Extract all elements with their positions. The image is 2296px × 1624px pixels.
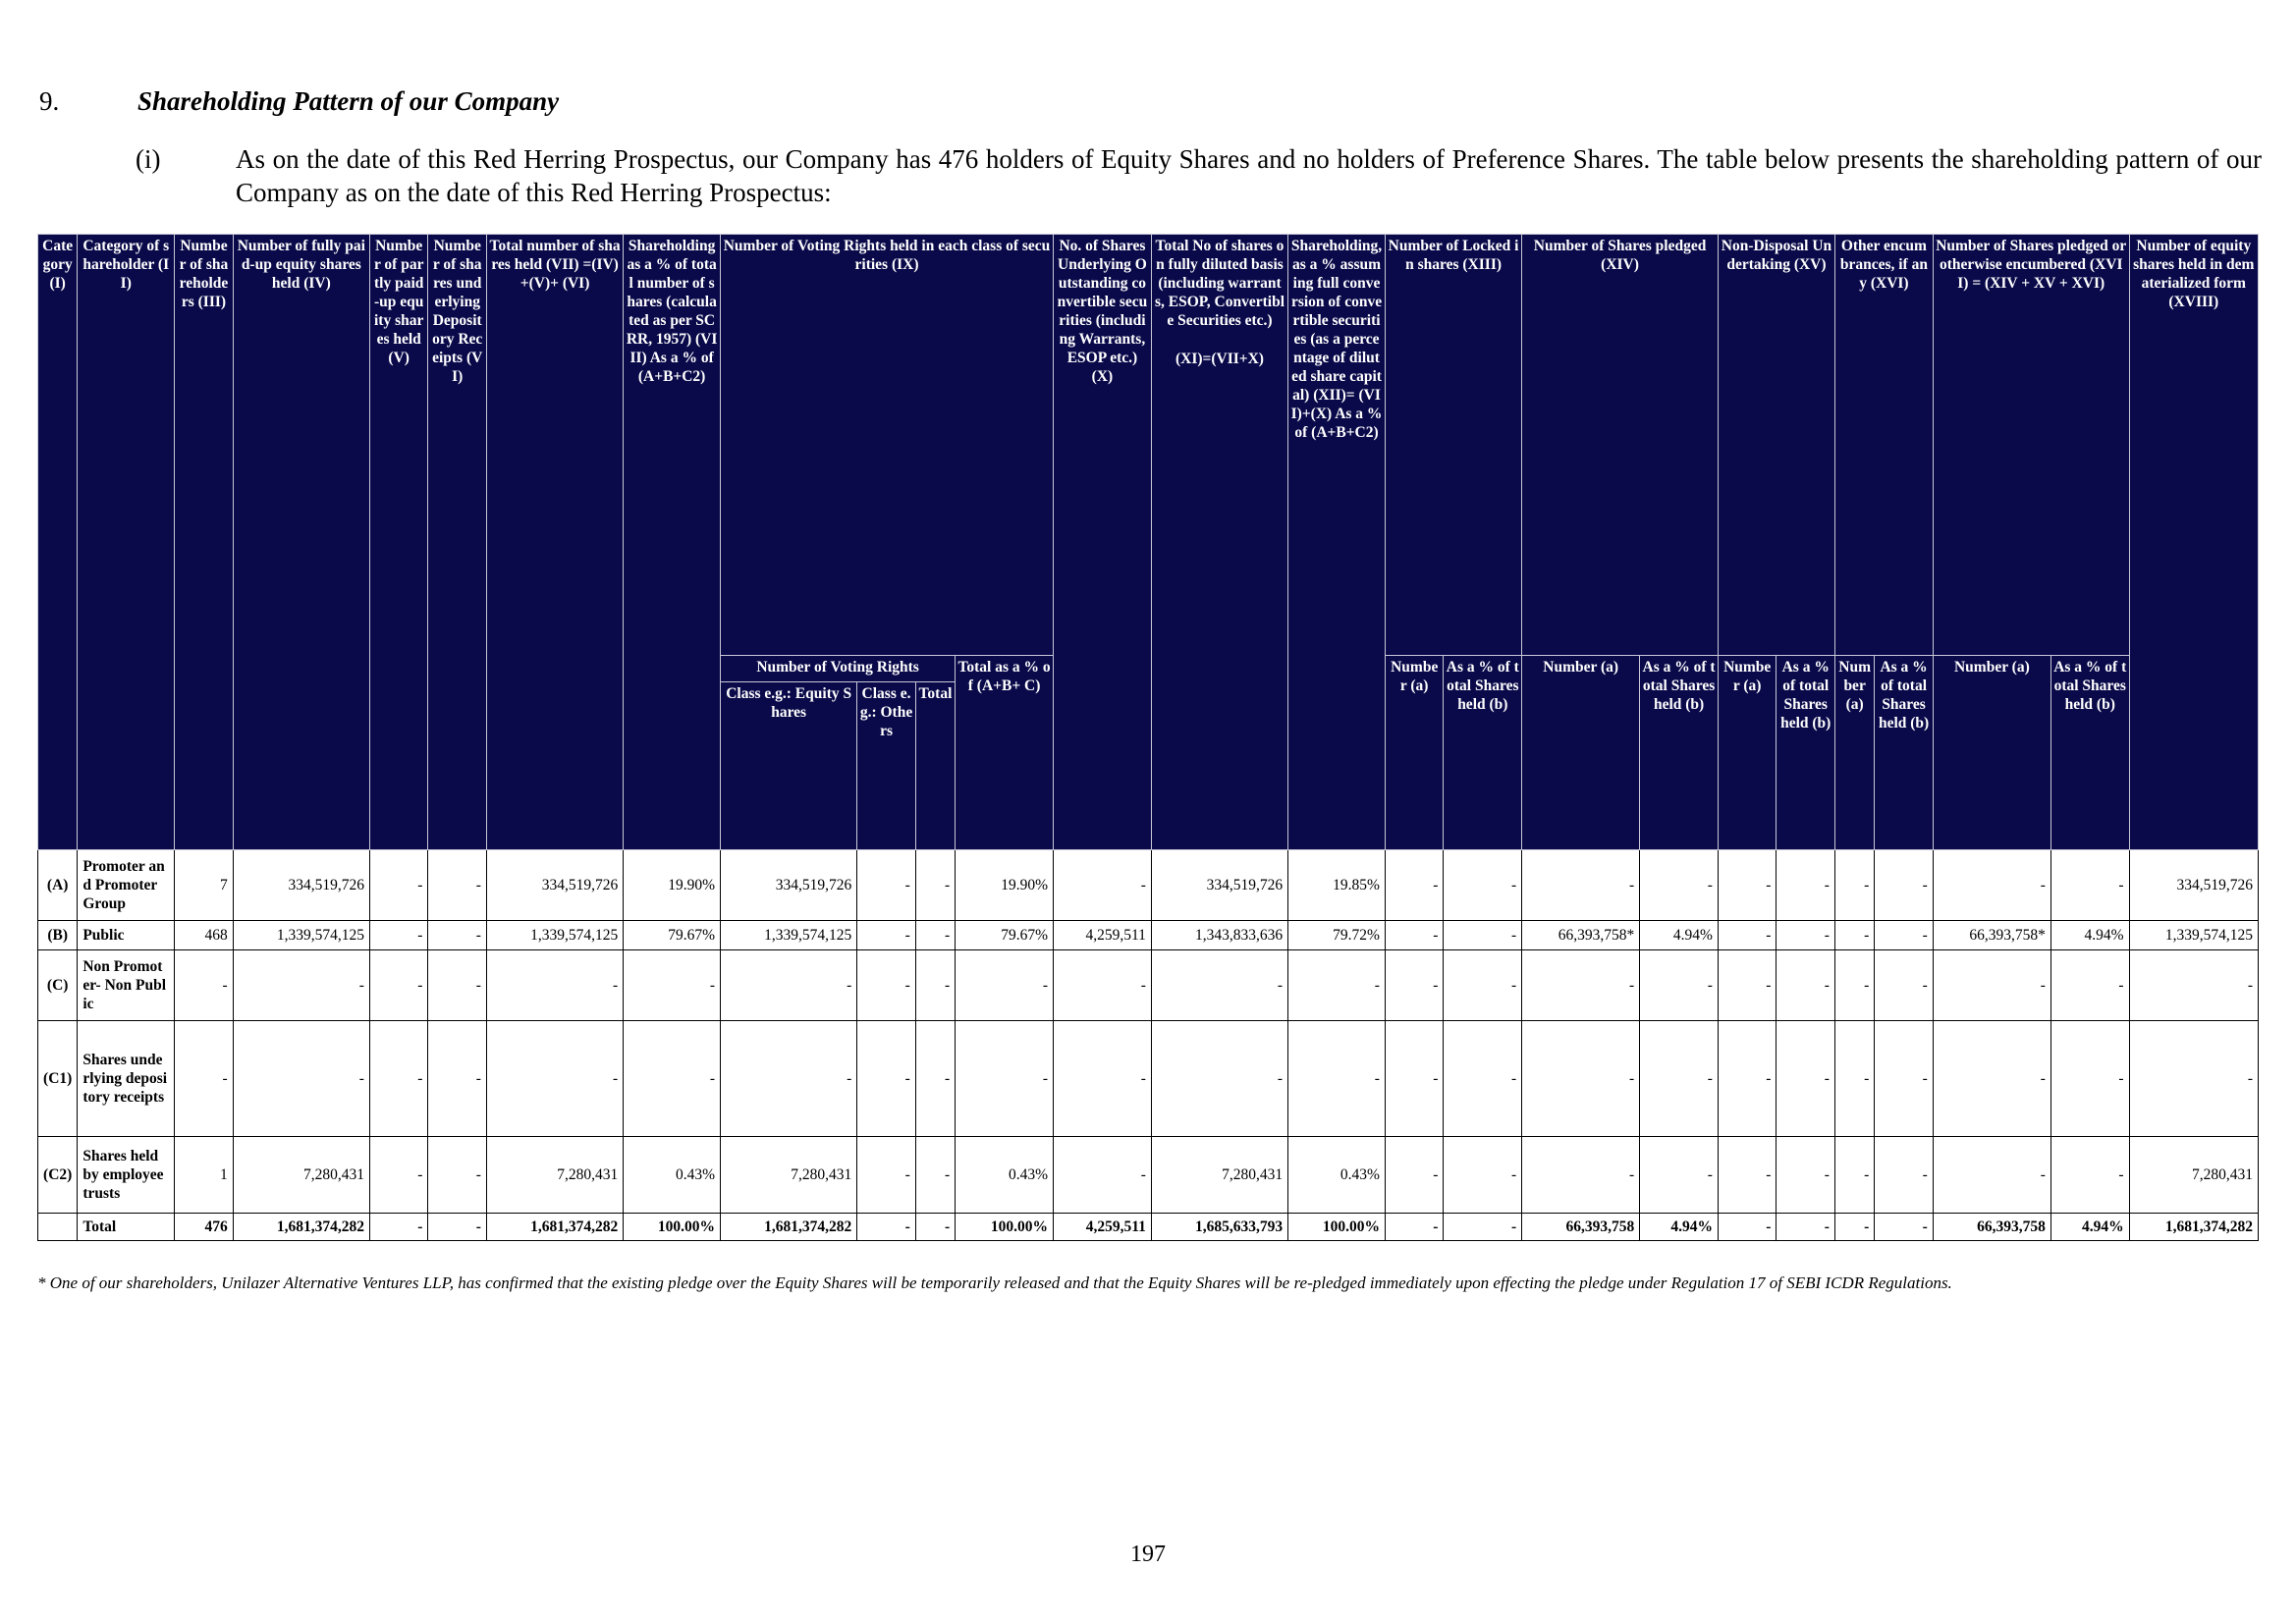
table-total-row [38, 1214, 2259, 1241]
cell-conv: - [1054, 950, 1152, 1021]
cell-oe-n: - [1834, 1021, 1874, 1137]
cell-category-of-shareholder: Total [78, 1214, 175, 1241]
cell-nd-n: - [1718, 921, 1777, 950]
cell-oe-p: - [1875, 850, 1934, 921]
header-depository-receipts: Number of shares underlying Depository Receipts (VI) [428, 235, 487, 850]
cell-dr: - [428, 1214, 487, 1241]
cell-diluted: 7,280,431 [1151, 1137, 1287, 1214]
header-shareholding-pct: Shareholding as a % of total number of shares (calculated as per SCRR, 1957) (VIII) As a % of (A+B+C2) [624, 235, 721, 850]
cell-nd-n: - [1718, 1137, 1777, 1214]
cell-demat: - [2129, 1021, 2258, 1137]
cell-enc-p: 4.94% [2050, 1214, 2129, 1241]
cell-partly: - [369, 950, 428, 1021]
cell-demat: - [2129, 950, 2258, 1021]
header-locked-pct: As a % of total Shares held (b) [1444, 656, 1522, 850]
cell-pct: 79.67% [624, 921, 721, 950]
cell-dr: - [428, 1021, 487, 1137]
page-number: 197 [1130, 1542, 1166, 1567]
cell-class-oth: - [857, 1137, 916, 1214]
cell-enc-p: - [2050, 1021, 2129, 1137]
cell-enc-n: - [1933, 1137, 2050, 1214]
cell-vr-total: - [915, 1214, 955, 1241]
header-pledged-or-encumbered: Number of Shares pledged or otherwise encumbered (XVII) = (XIV + XV + XVI) [1933, 235, 2129, 656]
header-fully-diluted [1151, 235, 1287, 850]
cell-pl-p: - [1640, 950, 1719, 1021]
cell-conv: - [1054, 1137, 1152, 1214]
cell-pct: - [624, 950, 721, 1021]
cell-nd-n: - [1718, 850, 1777, 921]
cell-pct: - [624, 1021, 721, 1137]
cell-oe-n: - [1834, 921, 1874, 950]
cell-class-eq: 1,339,574,125 [721, 921, 857, 950]
cell-diluted-pct: - [1288, 1021, 1386, 1137]
cell-lock-p: - [1444, 950, 1522, 1021]
cell-diluted-pct: - [1288, 950, 1386, 1021]
cell-class-oth: - [857, 1214, 916, 1241]
cell-vr-total: - [915, 1137, 955, 1214]
cell-enc-n: 66,393,758* [1933, 921, 2050, 950]
cell-pl-n: - [1522, 1021, 1640, 1137]
cell-fully-paid: - [233, 1021, 369, 1137]
header-shareholding-diluted: Shareholding, as a % assuming full conversion of convertible securities (as a percentage of diluted share capital) (XII)= (VII)+(X) As a % of (A+B+C2) [1288, 235, 1386, 850]
cell-total: 7,280,431 [486, 1137, 623, 1214]
shareholding-table [37, 234, 2259, 1241]
cell-partly: - [369, 850, 428, 921]
cell-total: 334,519,726 [486, 850, 623, 921]
cell-pl-p: - [1640, 850, 1719, 921]
cell-demat: 334,519,726 [2129, 850, 2258, 921]
cell-class-eq: 7,280,431 [721, 1137, 857, 1214]
cell-nd-p: - [1777, 850, 1835, 921]
cell-conv: - [1054, 1021, 1152, 1137]
cell-holders: 1 [175, 1137, 234, 1214]
intro-paragraph [136, 142, 2262, 209]
header-partly-paid-up: Number of partly paid-up equity shares held (V) [369, 235, 428, 850]
header-total-shares: Total number of shares held (VII) =(IV)+(V)+ (VI) [486, 235, 623, 850]
cell-vr-pct: 19.90% [956, 850, 1054, 921]
header-fully-diluted-label: Total No of shares on fully diluted basis (including warrants, ESOP, Convertible Securities etc.) [1154, 238, 1285, 329]
cell-pl-n: - [1522, 850, 1640, 921]
cell-partly: - [369, 1214, 428, 1241]
cell-partly: - [369, 921, 428, 950]
cell-diluted: 334,519,726 [1151, 850, 1287, 921]
cell-diluted: 1,343,833,636 [1151, 921, 1287, 950]
cell-pl-n: - [1522, 1137, 1640, 1214]
cell-nd-p: - [1777, 1214, 1835, 1241]
cell-class-eq: - [721, 1021, 857, 1137]
header-pledged: Number of Shares pledged (XIV) [1522, 235, 1719, 656]
cell-holders: 468 [175, 921, 234, 950]
cell-pl-p: 4.94% [1640, 1214, 1719, 1241]
header-locked-in: Number of Locked in shares (XIII) [1385, 235, 1521, 656]
header-class-equity: Class e.g.: Equity Shares [721, 682, 857, 850]
cell-class-oth: - [857, 921, 916, 950]
table-row [38, 1021, 2259, 1137]
cell-category: (C) [38, 950, 78, 1021]
cell-vr-total: - [915, 850, 955, 921]
cell-dr: - [428, 921, 487, 950]
header-other-enc-pct: As a % of total Shares held (b) [1875, 656, 1934, 850]
cell-enc-p: 4.94% [2050, 921, 2129, 950]
cell-holders: - [175, 950, 234, 1021]
table-row [38, 950, 2259, 1021]
cell-conv: - [1054, 850, 1152, 921]
cell-lock-n: - [1385, 921, 1444, 950]
cell-fully-paid: 1,681,374,282 [233, 1214, 369, 1241]
cell-total: - [486, 950, 623, 1021]
table-row [38, 1137, 2259, 1214]
cell-lock-n: - [1385, 1214, 1444, 1241]
cell-nd-n: - [1718, 1021, 1777, 1137]
cell-category-of-shareholder: Shares held by employee trusts [78, 1137, 175, 1214]
cell-partly: - [369, 1137, 428, 1214]
header-voting-rights: Number of Voting Rights held in each class of securities (IX) [721, 235, 1054, 656]
header-non-disposal-pct: As a % of total Shares held (b) [1777, 656, 1835, 850]
cell-nd-p: - [1777, 921, 1835, 950]
cell-pl-p: - [1640, 1021, 1719, 1137]
cell-category [38, 1214, 78, 1241]
header-number-of-shareholders: Number of shareholders (III) [175, 235, 234, 850]
cell-lock-n: - [1385, 950, 1444, 1021]
cell-vr-total: - [915, 950, 955, 1021]
cell-dr: - [428, 950, 487, 1021]
cell-enc-p: - [2050, 950, 2129, 1021]
cell-total: 1,339,574,125 [486, 921, 623, 950]
cell-pl-p: - [1640, 1137, 1719, 1214]
table-body [38, 850, 2259, 1241]
cell-holders: - [175, 1021, 234, 1137]
cell-vr-pct: - [956, 1021, 1054, 1137]
cell-lock-p: - [1444, 1021, 1522, 1137]
cell-class-oth: - [857, 850, 916, 921]
cell-category-of-shareholder: Public [78, 921, 175, 950]
cell-nd-p: - [1777, 1137, 1835, 1214]
cell-class-oth: - [857, 950, 916, 1021]
cell-vr-total: - [915, 1021, 955, 1137]
cell-lock-n: - [1385, 850, 1444, 921]
cell-pl-n: - [1522, 950, 1640, 1021]
header-non-disposal: Non-Disposal Undertaking (XV) [1718, 235, 1834, 656]
cell-category-of-shareholder: Shares underlying depository receipts [78, 1021, 175, 1137]
cell-vr-pct: 100.00% [956, 1214, 1054, 1241]
cell-lock-p: - [1444, 1137, 1522, 1214]
header-other-encumbrances: Other encumbrances, if any (XVI) [1834, 235, 1933, 656]
cell-diluted: 1,685,633,793 [1151, 1214, 1287, 1241]
cell-fully-paid: - [233, 950, 369, 1021]
cell-category: (A) [38, 850, 78, 921]
cell-class-eq: 334,519,726 [721, 850, 857, 921]
cell-nd-p: - [1777, 1021, 1835, 1137]
header-outstanding-convertibles: No. of Shares Underlying Outstanding convertible securities (including Warrants, ESOP etc.) (X) [1054, 235, 1152, 850]
table-row [38, 850, 2259, 921]
cell-category-of-shareholder: Promoter and Promoter Group [78, 850, 175, 921]
header-other-enc-number: Number (a) [1834, 656, 1874, 850]
cell-pct: 0.43% [624, 1137, 721, 1214]
cell-oe-p: - [1875, 1214, 1934, 1241]
cell-pl-p: 4.94% [1640, 921, 1719, 950]
intro-label: (i) [136, 144, 161, 174]
cell-oe-p: - [1875, 950, 1934, 1021]
cell-diluted-pct: 79.72% [1288, 921, 1386, 950]
header-non-disposal-number: Number (a) [1718, 656, 1777, 850]
cell-nd-n: - [1718, 950, 1777, 1021]
cell-nd-n: - [1718, 1214, 1777, 1241]
header-class-total: Total [915, 682, 955, 850]
cell-pl-n: 66,393,758* [1522, 921, 1640, 950]
cell-enc-p: - [2050, 1137, 2129, 1214]
header-pledged-pct: As a % of total Shares held (b) [1640, 656, 1719, 850]
cell-pl-n: 66,393,758 [1522, 1214, 1640, 1241]
cell-oe-p: - [1875, 1137, 1934, 1214]
cell-pct: 19.90% [624, 850, 721, 921]
cell-vr-pct: - [956, 950, 1054, 1021]
section-title: Shareholding Pattern of our Company [137, 86, 560, 116]
cell-oe-p: - [1875, 921, 1934, 950]
cell-category: (C1) [38, 1021, 78, 1137]
cell-holders: 7 [175, 850, 234, 921]
cell-lock-n: - [1385, 1137, 1444, 1214]
header-locked-number: Number (a) [1385, 656, 1444, 850]
cell-enc-n: - [1933, 1021, 2050, 1137]
cell-category-of-shareholder: Non Promoter- Non Public [78, 950, 175, 1021]
section-number: 9. [39, 86, 60, 116]
cell-vr-pct: 79.67% [956, 921, 1054, 950]
cell-enc-n: - [1933, 850, 2050, 921]
cell-oe-n: - [1834, 1214, 1874, 1241]
cell-class-eq: 1,681,374,282 [721, 1214, 857, 1241]
cell-diluted-pct: 19.85% [1288, 850, 1386, 921]
header-dematerialized: Number of equity shares held in dematerialized form (XVIII) [2129, 235, 2258, 850]
cell-conv: 4,259,511 [1054, 1214, 1152, 1241]
cell-dr: - [428, 1137, 487, 1214]
header-fully-paid-up: Number of fully paid-up equity shares held (IV) [233, 235, 369, 850]
cell-enc-p: - [2050, 850, 2129, 921]
cell-diluted: - [1151, 1021, 1287, 1137]
header-fully-diluted-formula: (XI)=(VII+X) [1175, 351, 1264, 367]
header-class-others: Class e.g.: Others [857, 682, 916, 850]
cell-demat: 7,280,431 [2129, 1137, 2258, 1214]
cell-enc-n: - [1933, 950, 2050, 1021]
section-heading [39, 84, 559, 118]
cell-fully-paid: 334,519,726 [233, 850, 369, 921]
header-pledged-number: Number (a) [1522, 656, 1640, 850]
header-category: Category (I) [38, 235, 78, 850]
cell-lock-n: - [1385, 1021, 1444, 1137]
cell-lock-p: - [1444, 921, 1522, 950]
cell-oe-n: - [1834, 850, 1874, 921]
cell-demat: 1,681,374,282 [2129, 1214, 2258, 1241]
cell-nd-p: - [1777, 950, 1835, 1021]
cell-lock-p: - [1444, 850, 1522, 921]
cell-dr: - [428, 850, 487, 921]
cell-pct: 100.00% [624, 1214, 721, 1241]
cell-total: - [486, 1021, 623, 1137]
header-number-of-voting-rights: Number of Voting Rights [721, 656, 956, 682]
cell-conv: 4,259,511 [1054, 921, 1152, 950]
cell-class-oth: - [857, 1021, 916, 1137]
cell-fully-paid: 7,280,431 [233, 1137, 369, 1214]
table-row [38, 921, 2259, 950]
cell-diluted-pct: 100.00% [1288, 1214, 1386, 1241]
header-category-of-shareholder: Category of shareholder (II) [78, 235, 175, 850]
cell-enc-n: 66,393,758 [1933, 1214, 2050, 1241]
cell-vr-total: - [915, 921, 955, 950]
footnote: * One of our shareholders, Unilazer Alternative Ventures LLP, has confirmed that the existing pledge over the Equity Shares will be temporarily released and that the Equity Shares will be re-pledged immediately upon effecting the pledge under Regulation 17 of SEBI ICDR Regulations. [37, 1273, 1952, 1292]
cell-diluted-pct: 0.43% [1288, 1137, 1386, 1214]
cell-fully-paid: 1,339,574,125 [233, 921, 369, 950]
cell-vr-pct: 0.43% [956, 1137, 1054, 1214]
cell-total: 1,681,374,282 [486, 1214, 623, 1241]
cell-diluted: - [1151, 950, 1287, 1021]
cell-oe-n: - [1834, 1137, 1874, 1214]
cell-class-eq: - [721, 950, 857, 1021]
cell-holders: 476 [175, 1214, 234, 1241]
cell-demat: 1,339,574,125 [2129, 921, 2258, 950]
cell-partly: - [369, 1021, 428, 1137]
intro-text: As on the date of this Red Herring Prospectus, our Company has 476 holders of Equity Shares and no holders of Preference Shares. The table below presents the shareholding pattern of our Company as on the date of this Red Herring Prospectus: [236, 144, 2262, 207]
header-encumbered-number: Number (a) [1933, 656, 2050, 850]
cell-oe-p: - [1875, 1021, 1934, 1137]
header-encumbered-pct: As a % of total Shares held (b) [2050, 656, 2129, 850]
cell-lock-p: - [1444, 1214, 1522, 1241]
header-total-as-pct: Total as a % of (A+B+ C) [956, 656, 1054, 850]
cell-category: (C2) [38, 1137, 78, 1214]
cell-oe-n: - [1834, 950, 1874, 1021]
cell-category: (B) [38, 921, 78, 950]
